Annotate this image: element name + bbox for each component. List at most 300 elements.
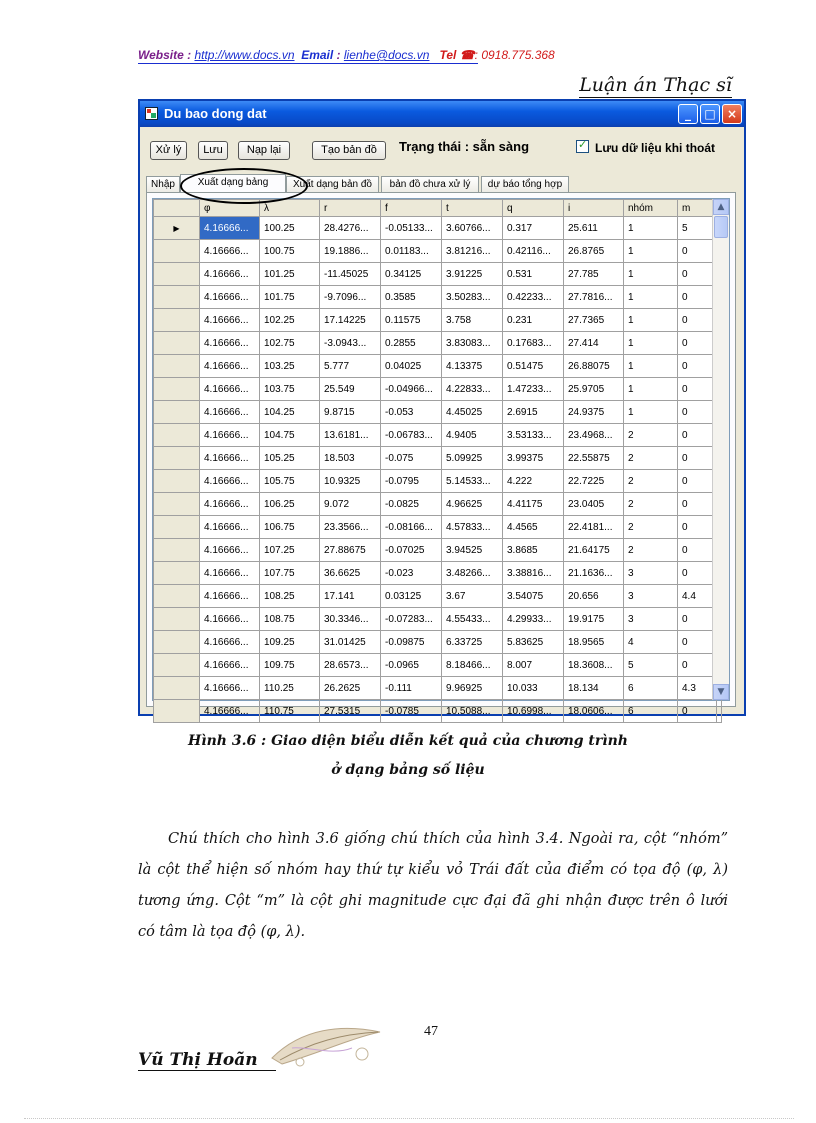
table-row[interactable] [154,332,722,355]
table-cell[interactable]: 0.51475 [503,355,564,378]
table-cell[interactable]: 4.16666... [200,217,260,240]
table-cell[interactable]: 23.3566... [320,516,381,539]
table-cell[interactable]: 4.16666... [200,401,260,424]
table-row[interactable] [154,447,722,470]
vertical-scrollbar[interactable] [712,199,729,700]
thesis-title: Luận án Thạc sĩ [579,74,732,96]
table-cell[interactable]: -0.09875 [381,631,442,654]
row-header[interactable] [154,539,200,562]
table-cell[interactable]: 28.4276... [320,217,381,240]
table-cell[interactable]: 27.88675 [320,539,381,562]
table-cell[interactable]: -0.06783... [381,424,442,447]
table-cell[interactable]: 2 [624,424,678,447]
table-cell[interactable]: 17.141 [320,585,381,608]
table-cell[interactable]: 1 [624,355,678,378]
table-cell[interactable]: 4.16666... [200,263,260,286]
table-cell[interactable]: 102.75 [260,332,320,355]
table-cell[interactable]: 3 [624,585,678,608]
table-cell[interactable]: 3 [624,608,678,631]
table-cell[interactable]: -11.45025 [320,263,381,286]
column-header[interactable]: f [381,200,442,217]
table-cell[interactable]: 4.16666... [200,654,260,677]
table-cell[interactable]: 3.53133... [503,424,564,447]
table-cell[interactable]: 1 [624,217,678,240]
table-cell[interactable]: 109.75 [260,654,320,677]
table-cell[interactable]: 108.25 [260,585,320,608]
table-cell[interactable]: 100.25 [260,217,320,240]
table-row[interactable] [154,424,722,447]
table-row[interactable] [154,309,722,332]
table-cell[interactable]: 2 [624,516,678,539]
table-cell[interactable]: 102.25 [260,309,320,332]
table-cell[interactable]: -0.053 [381,401,442,424]
table-cell[interactable]: 9.96925 [442,677,503,700]
row-header[interactable] [154,585,200,608]
table-cell[interactable]: 27.414 [564,332,624,355]
table-cell[interactable]: 3.81216... [442,240,503,263]
table-cell[interactable]: 5.777 [320,355,381,378]
tab-panel [146,192,736,717]
row-header[interactable] [154,493,200,516]
table-cell[interactable]: 22.4181... [564,516,624,539]
table-cell[interactable]: 4.13375 [442,355,503,378]
table-cell[interactable]: 2 [624,539,678,562]
table-cell[interactable]: 25.9705 [564,378,624,401]
email-label: Email [301,48,334,62]
page-number: 47 [424,1024,438,1039]
table-cell[interactable]: 4.4565 [503,516,564,539]
figure-caption-line1: Hình 3.6 : Giao diện biểu diễn kết quả của chương trình [188,733,628,749]
table-cell[interactable]: 0.231 [503,309,564,332]
table-cell[interactable]: 0 [678,332,717,355]
table-cell[interactable]: 106.25 [260,493,320,516]
table-cell[interactable]: -0.08166... [381,516,442,539]
highlight-ellipse [180,168,308,204]
table-cell[interactable]: 0.42233... [503,286,564,309]
table-cell[interactable]: -9.7096... [320,286,381,309]
table-cell[interactable]: 0 [678,447,717,470]
row-header[interactable] [154,401,200,424]
table-cell[interactable]: 19.9175 [564,608,624,631]
tel-label: Tel [439,48,460,62]
table-cell[interactable]: -0.0965 [381,654,442,677]
table-cell[interactable]: 18.134 [564,677,624,700]
table-cell[interactable]: 23.0405 [564,493,624,516]
table-cell[interactable]: 5.83625 [503,631,564,654]
row-header[interactable] [154,677,200,700]
close-button[interactable]: × [722,104,742,124]
table-cell[interactable]: 0.42116... [503,240,564,263]
row-header[interactable] [154,355,200,378]
table-cell[interactable]: 3 [624,562,678,585]
tab-raw-map[interactable]: bản đồ chưa xử lý [381,176,479,192]
row-header[interactable] [154,263,200,286]
row-header[interactable] [154,470,200,493]
grid-body [154,217,722,723]
table-cell[interactable]: 27.5315 [320,700,381,723]
table-cell[interactable]: 4.16666... [200,585,260,608]
table-cell[interactable]: 10.9325 [320,470,381,493]
toolbar [140,127,744,171]
table-cell[interactable]: 0.17683... [503,332,564,355]
column-header[interactable]: t [442,200,503,217]
table-cell[interactable]: 27.7816... [564,286,624,309]
table-cell[interactable]: 0 [678,240,717,263]
table-cell[interactable]: 0 [678,424,717,447]
table-cell[interactable]: 22.55875 [564,447,624,470]
row-header[interactable] [154,424,200,447]
row-header[interactable] [154,631,200,654]
table-cell[interactable]: 0.317 [503,217,564,240]
phone-icon: ☎ [459,48,475,62]
email-link[interactable]: lienhe@docs.vn [343,48,430,62]
table-cell[interactable]: 25.549 [320,378,381,401]
table-cell[interactable]: 2 [624,470,678,493]
table-cell[interactable]: 6 [624,700,678,723]
table-cell[interactable]: 107.75 [260,562,320,585]
table-cell[interactable]: 107.25 [260,539,320,562]
table-row[interactable] [154,539,722,562]
table-cell[interactable]: -0.023 [381,562,442,585]
table-cell[interactable]: 8.18466... [442,654,503,677]
table-cell[interactable]: 1 [624,309,678,332]
table-cell[interactable]: 23.4968... [564,424,624,447]
table-row[interactable] [154,470,722,493]
table-cell[interactable]: 103.25 [260,355,320,378]
table-cell[interactable]: 18.3608... [564,654,624,677]
table-row[interactable] [154,263,722,286]
table-cell[interactable]: 25.611 [564,217,624,240]
row-header[interactable] [154,309,200,332]
table-cell[interactable]: 0.3585 [381,286,442,309]
table-cell[interactable]: 27.7365 [564,309,624,332]
table-cell[interactable]: 105.25 [260,447,320,470]
scroll-up-icon[interactable]: ▲ [713,199,729,215]
row-header[interactable] [154,516,200,539]
table-cell[interactable]: 26.8765 [564,240,624,263]
table-cell[interactable]: 4.16666... [200,355,260,378]
column-header[interactable]: i [564,200,624,217]
column-header[interactable]: nhóm [624,200,678,217]
page-header [138,48,618,62]
table-cell[interactable]: 4.3 [678,677,717,700]
table-cell[interactable]: -0.07025 [381,539,442,562]
footer-dotted-line [24,1118,794,1119]
table-cell[interactable]: 18.9565 [564,631,624,654]
table-cell[interactable]: -0.111 [381,677,442,700]
table-cell[interactable]: 17.14225 [320,309,381,332]
table-cell[interactable]: 26.2625 [320,677,381,700]
table-cell[interactable]: 1.47233... [503,378,564,401]
feather-ornament-icon [262,1018,392,1074]
row-header[interactable] [154,608,200,631]
table-cell[interactable]: 4.222 [503,470,564,493]
table-cell[interactable]: 104.25 [260,401,320,424]
table-row[interactable] [154,217,722,240]
table-cell[interactable]: -0.04966... [381,378,442,401]
table-row[interactable] [154,585,722,608]
table-row[interactable] [154,355,722,378]
table-cell[interactable]: 109.25 [260,631,320,654]
table-cell[interactable]: 21.1636... [564,562,624,585]
table-cell[interactable]: 110.75 [260,700,320,723]
table-row[interactable] [154,631,722,654]
table-row[interactable] [154,286,722,309]
table-cell[interactable]: 0.04025 [381,355,442,378]
row-header[interactable] [154,286,200,309]
table-cell[interactable]: 1 [624,378,678,401]
figure-caption-line2: ở dạng bảng số liệu [331,762,485,778]
table-cell[interactable]: 4.16666... [200,332,260,355]
table-cell[interactable]: 0.11575 [381,309,442,332]
author-name: Vũ Thị Hoãn [138,1050,276,1071]
table-cell[interactable]: -0.0785 [381,700,442,723]
tab-table-output[interactable]: Xuất dạng bảng [180,174,286,192]
app-icon [145,107,158,120]
table-cell[interactable]: 4.29933... [503,608,564,631]
table-cell[interactable]: 30.3346... [320,608,381,631]
app-window [138,99,746,716]
reload-button[interactable]: Nạp lại [238,141,290,160]
table-cell[interactable]: 4.16666... [200,700,260,723]
tab-map-output[interactable]: Xuất dạng bản đồ [286,176,379,192]
tab-forecast[interactable]: dự báo tổng hợp [481,176,569,192]
table-cell[interactable]: 21.64175 [564,539,624,562]
table-cell[interactable]: -0.07283... [381,608,442,631]
table-cell[interactable]: 6.33725 [442,631,503,654]
table-cell[interactable]: -3.0943... [320,332,381,355]
table-cell[interactable]: 4.55433... [442,608,503,631]
body-text: Chú thích cho hình 3.6 giống chú thích của hình 3.4. Ngoài ra, cột “nhóm” là cột thể hiện số nhóm hay thứ tự kiểu vỏ Trái đất của điểm có tọa độ (φ, λ) tương ứng. Cột “m” là cột ghi magnitude cực đại đã ghi nhận được trên ô lưới có tâm là tọa độ (φ, λ). [138,831,728,940]
row-header[interactable] [154,447,200,470]
save-button[interactable]: Lưu [198,141,228,160]
table-row[interactable] [154,516,722,539]
table-cell[interactable]: 3.67 [442,585,503,608]
tab-import[interactable]: Nhập [146,176,180,192]
table-cell[interactable]: 2 [624,447,678,470]
table-cell[interactable]: 4.16666... [200,286,260,309]
table-cell[interactable]: 4.45025 [442,401,503,424]
table-cell[interactable]: 0 [678,286,717,309]
checkbox-check-icon[interactable] [576,140,589,153]
table-cell[interactable]: 3.54075 [503,585,564,608]
table-cell[interactable]: 0 [678,700,717,723]
table-cell[interactable]: 0 [678,654,717,677]
row-header[interactable] [154,700,200,723]
table-cell[interactable]: 5 [678,217,717,240]
table-cell[interactable]: 0 [678,355,717,378]
table-row[interactable] [154,378,722,401]
row-header[interactable] [154,332,200,355]
table-cell[interactable]: 24.9375 [564,401,624,424]
table-cell[interactable]: 4.16666... [200,677,260,700]
title-bar[interactable] [140,101,744,127]
table-cell[interactable]: 4.16666... [200,562,260,585]
column-header[interactable]: r [320,200,381,217]
table-cell[interactable]: 22.7225 [564,470,624,493]
table-cell[interactable]: 18.0606... [564,700,624,723]
table-cell[interactable]: 0 [678,631,717,654]
column-header[interactable]: φ [200,200,260,217]
process-button[interactable]: Xử lý [150,141,187,160]
table-row[interactable] [154,493,722,516]
table-cell[interactable]: 19.1886... [320,240,381,263]
table-cell[interactable]: 0 [678,309,717,332]
table-cell[interactable]: 8.007 [503,654,564,677]
table-cell[interactable]: -0.075 [381,447,442,470]
table-cell[interactable]: 26.88075 [564,355,624,378]
table-cell[interactable]: 3.94525 [442,539,503,562]
website-link[interactable]: http://www.docs.vn [194,48,295,62]
table-cell[interactable]: 0.03125 [381,585,442,608]
table-cell[interactable]: 3.99375 [503,447,564,470]
table-cell[interactable]: 4.41175 [503,493,564,516]
status-text: Trạng thái : sẵn sàng [399,139,530,154]
table-cell[interactable]: 4.96625 [442,493,503,516]
table-cell[interactable]: 13.6181... [320,424,381,447]
header-rule [138,63,478,64]
table-row[interactable] [154,608,722,631]
column-header[interactable]: λ [260,200,320,217]
table-cell[interactable]: 3.83083... [442,332,503,355]
table-cell[interactable]: 101.25 [260,263,320,286]
table-cell[interactable]: -0.0795 [381,470,442,493]
window-title: Du bao dong dat [164,106,267,121]
table-row[interactable] [154,240,722,263]
table-cell[interactable]: -0.0825 [381,493,442,516]
table-cell[interactable]: 110.25 [260,677,320,700]
table-cell[interactable]: 9.8715 [320,401,381,424]
website-label: Website : [138,48,195,62]
table-cell[interactable]: 0.01183... [381,240,442,263]
table-cell[interactable]: 4.16666... [200,493,260,516]
table-cell[interactable]: 4.16666... [200,378,260,401]
scroll-down-icon[interactable]: ▼ [713,684,729,700]
data-grid[interactable] [152,198,730,717]
table-cell[interactable]: 6 [624,677,678,700]
table-cell[interactable]: 4.16666... [200,516,260,539]
table-cell[interactable]: 4.16666... [200,470,260,493]
body-paragraph [138,824,728,948]
table-cell[interactable]: 3.758 [442,309,503,332]
table-cell[interactable]: 3.60766... [442,217,503,240]
row-header-corner [154,200,200,217]
table-cell[interactable]: 101.75 [260,286,320,309]
table-cell[interactable]: 4.16666... [200,309,260,332]
column-header[interactable]: q [503,200,564,217]
table-cell[interactable]: 3.91225 [442,263,503,286]
table-cell[interactable]: 0 [678,516,717,539]
save-on-exit-label: Lưu dữ liệu khi thoát [595,141,716,155]
table-cell[interactable]: 106.75 [260,516,320,539]
table-cell[interactable]: 5.14533... [442,470,503,493]
table-cell[interactable]: 3.8685 [503,539,564,562]
table-row[interactable] [154,677,722,700]
tel-value: : 0918.775.368 [474,48,555,62]
table-cell[interactable]: 1 [624,286,678,309]
table-cell[interactable]: 4.16666... [200,631,260,654]
table-cell[interactable]: 0 [678,378,717,401]
table-cell[interactable]: 0 [678,470,717,493]
save-on-exit-checkbox[interactable] [576,140,715,155]
table-cell[interactable]: 4.16666... [200,539,260,562]
table-cell[interactable]: 0.2855 [381,332,442,355]
row-header[interactable] [154,240,200,263]
table-row[interactable] [154,562,722,585]
table-cell[interactable]: 0 [678,263,717,286]
row-header[interactable] [154,562,200,585]
table-row[interactable] [154,654,722,677]
table-cell[interactable]: 18.503 [320,447,381,470]
table-cell[interactable]: 27.785 [564,263,624,286]
table-cell[interactable]: 0 [678,562,717,585]
table-cell[interactable]: 2.6915 [503,401,564,424]
table-cell[interactable]: 31.01425 [320,631,381,654]
table-row[interactable] [154,401,722,424]
table-cell[interactable]: 3.38816... [503,562,564,585]
column-header[interactable]: m [678,200,717,217]
table-cell[interactable]: 4.4 [678,585,717,608]
table-cell[interactable]: 5 [624,654,678,677]
table-cell[interactable]: 4.16666... [200,240,260,263]
table-cell[interactable]: 36.6625 [320,562,381,585]
table-cell[interactable]: -0.05133... [381,217,442,240]
table-cell[interactable]: 100.75 [260,240,320,263]
table-cell[interactable]: 3.48266... [442,562,503,585]
table-cell[interactable]: 105.75 [260,470,320,493]
create-map-button[interactable]: Tạo bản đồ [312,141,386,160]
table-cell[interactable]: 4.9405 [442,424,503,447]
table-cell[interactable]: 4.16666... [200,447,260,470]
current-row-arrow-icon[interactable]: ▶ [154,217,200,240]
minimize-button[interactable]: _ [678,104,698,124]
table-cell[interactable]: 10.6998... [503,700,564,723]
table-cell[interactable]: 1 [624,401,678,424]
table-cell[interactable]: 10.5088... [442,700,503,723]
table-cell[interactable]: 4.22833... [442,378,503,401]
table-cell[interactable]: 4.57833... [442,516,503,539]
table-cell[interactable]: 4.16666... [200,608,260,631]
row-filler [717,700,722,723]
table-cell[interactable]: 5.09925 [442,447,503,470]
row-header[interactable] [154,654,200,677]
scroll-thumb[interactable] [714,216,728,238]
table-cell[interactable]: 28.6573... [320,654,381,677]
table-cell[interactable]: 10.033 [503,677,564,700]
table-cell[interactable]: 0 [678,608,717,631]
table-cell[interactable]: 2 [624,493,678,516]
table-cell[interactable]: 0 [678,401,717,424]
table-row[interactable] [154,700,722,723]
table-cell[interactable]: 0 [678,493,717,516]
table-cell[interactable]: 9.072 [320,493,381,516]
maximize-button[interactable]: □ [700,104,720,124]
table-cell[interactable]: 4 [624,631,678,654]
table-cell[interactable]: 4.16666... [200,424,260,447]
table-cell[interactable]: 1 [624,240,678,263]
table-cell[interactable]: 3.50283... [442,286,503,309]
table-cell[interactable]: 1 [624,263,678,286]
table-cell[interactable]: 0 [678,539,717,562]
row-header[interactable] [154,378,200,401]
table-cell[interactable]: 108.75 [260,608,320,631]
table-cell[interactable]: 0.34125 [381,263,442,286]
table-cell[interactable]: 104.75 [260,424,320,447]
table-cell[interactable]: 20.656 [564,585,624,608]
table-cell[interactable]: 103.75 [260,378,320,401]
table-cell[interactable]: 1 [624,332,678,355]
table-cell[interactable]: 0.531 [503,263,564,286]
